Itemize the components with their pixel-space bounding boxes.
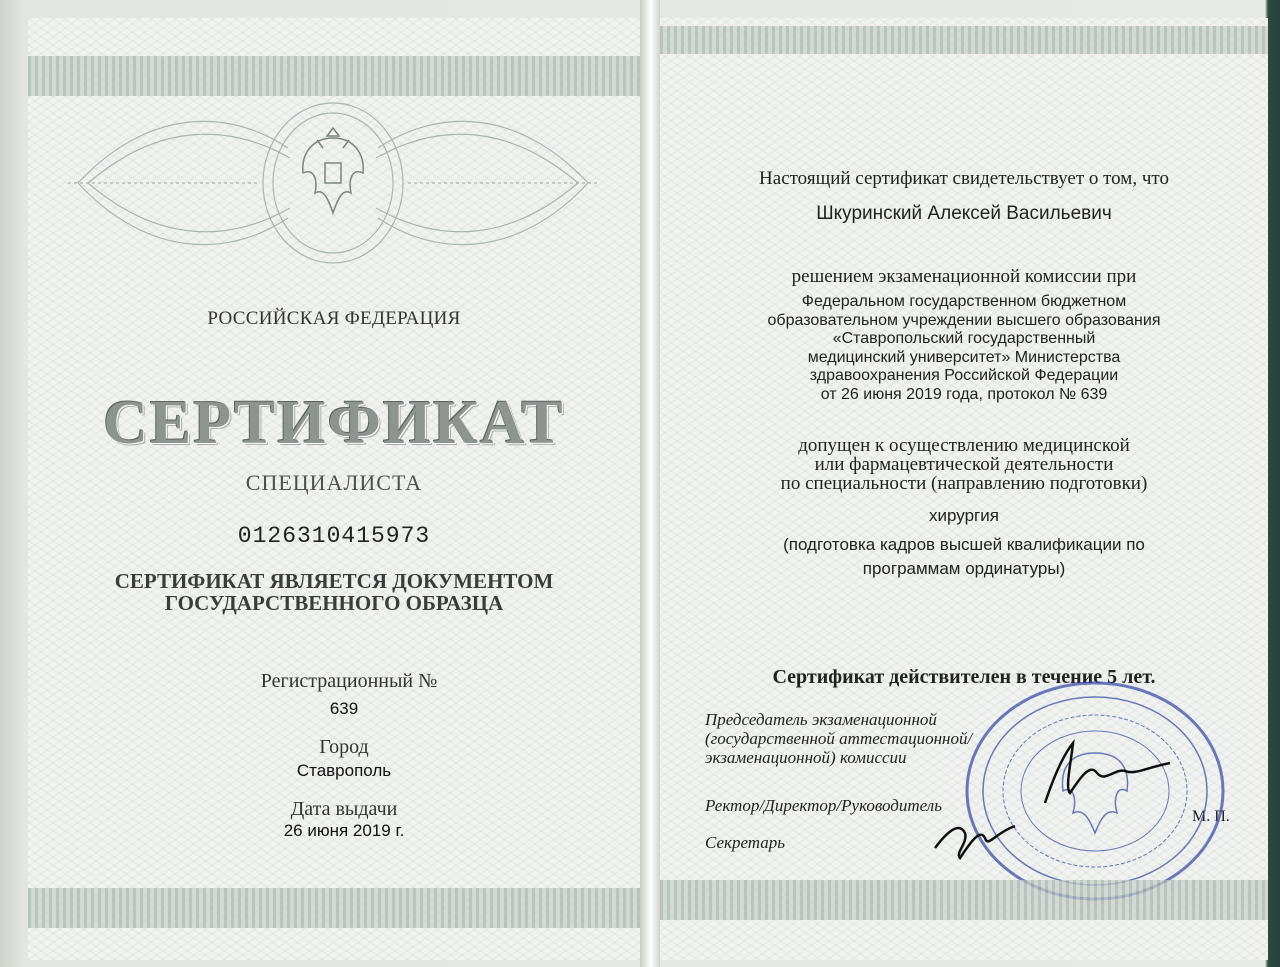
admission-line: допущен к осуществлению медицинской xyxy=(798,435,1130,456)
rector-label: Ректор/Директор/Руководитель xyxy=(705,796,942,815)
org-line: медицинский университет» Министерства xyxy=(807,348,1121,366)
org-line: образовательном учреждении высшего образования xyxy=(767,311,1161,329)
city-value: Ставрополь xyxy=(296,761,392,780)
chairman-line: экзаменационной) комиссии xyxy=(705,748,907,767)
admission-line: по специальности (направлению подготовки) xyxy=(780,473,1148,494)
coat-of-arms-icon xyxy=(293,118,373,228)
admission-block xyxy=(660,436,1268,493)
specialty-note-line: программам ординатуры) xyxy=(862,559,1066,578)
chairman-signature xyxy=(1035,733,1175,813)
secretary-signature xyxy=(930,808,1020,868)
stamp-place-label: М. П. xyxy=(1192,808,1230,825)
chairman-label xyxy=(705,710,972,767)
org-line: от 26 июня 2019 года, протокол № 639 xyxy=(820,385,1108,403)
decorative-band-bottom xyxy=(28,888,640,928)
certificate-title: СЕРТИФИКАТ xyxy=(103,389,565,457)
validity-statement: Сертификат действителен в течение 5 лет. xyxy=(772,666,1156,688)
specialty: хирургия xyxy=(929,506,999,525)
chairman-line: Председатель экзаменационной xyxy=(705,710,937,729)
issue-date-value: 26 июня 2019 г. xyxy=(283,821,405,840)
chairman-line: (государственной аттестационной/ xyxy=(705,729,973,748)
city-label: Город xyxy=(319,736,369,758)
secretary-label: Секретарь xyxy=(705,833,785,852)
statement-line: СЕРТИФИКАТ ЯВЛЯЕТСЯ ДОКУМЕНТОМ xyxy=(114,569,554,593)
certificate-right-page xyxy=(660,18,1268,960)
issue-date-label: Дата выдачи xyxy=(290,798,398,820)
org-line: Федеральном государственном бюджетном xyxy=(801,293,1127,310)
registration-block xyxy=(28,670,640,719)
specialty-note-line: (подготовка кадров высшей квалификации по xyxy=(783,535,1145,554)
state-document-statement xyxy=(28,570,640,614)
certificate-subtitle: СПЕЦИАЛИСТА xyxy=(245,470,423,495)
org-line: «Ставропольский государственный xyxy=(832,330,1096,347)
city-block xyxy=(28,736,640,781)
holder-name: Шкуринский Алексей Васильевич xyxy=(816,203,1112,224)
commission-decision: решением экзаменационной комиссии при xyxy=(791,266,1137,287)
book-spine xyxy=(640,0,660,967)
specialty-note xyxy=(660,533,1268,581)
org-line: здравоохранения Российской Федерации xyxy=(809,367,1119,384)
issue-date-block xyxy=(28,798,640,841)
country-name: РОССИЙСКАЯ ФЕДЕРАЦИЯ xyxy=(207,308,461,329)
organization-block xyxy=(660,293,1268,404)
registration-label: Регистрационный № xyxy=(260,670,438,692)
decorative-band-bottom xyxy=(660,880,1268,920)
certificate-intro: Настоящий сертификат свидетельствует о том, что xyxy=(759,168,1169,189)
admission-line: или фармацевтической деятельности xyxy=(814,454,1114,475)
certificate-left-page xyxy=(28,18,640,960)
registration-value: 639 xyxy=(329,699,359,718)
statement-line: ГОСУДАРСТВЕННОГО ОБРАЗЦА xyxy=(164,591,504,615)
serial-number: 0126310415973 xyxy=(237,523,431,549)
decorative-band-top xyxy=(660,26,1268,54)
